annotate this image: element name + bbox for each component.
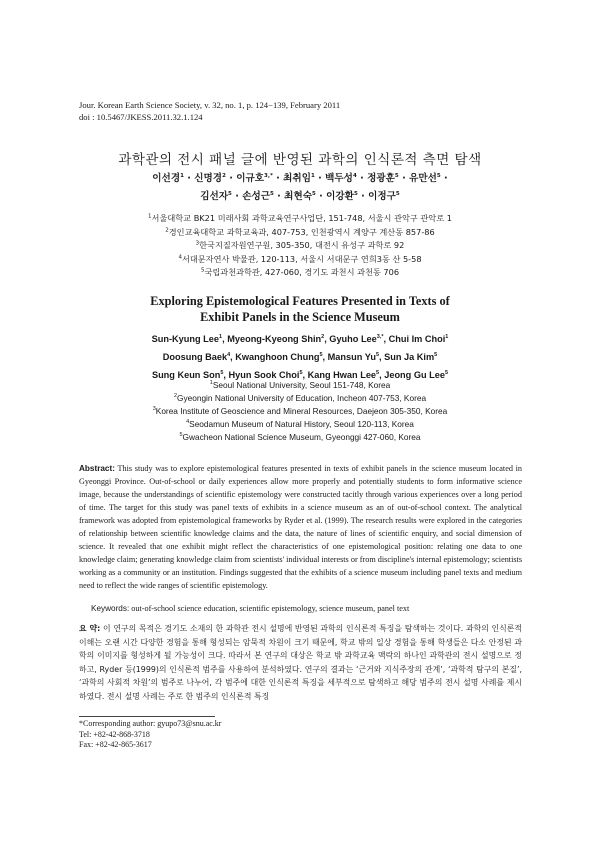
- author-name: 신명경: [194, 173, 223, 184]
- affil-marker: 5: [200, 267, 205, 274]
- affiliation-line: [0, 226, 600, 240]
- author-affil-marker: 5: [220, 369, 224, 376]
- journal-doi: doi : 10.5467/JKESS.2011.32.1.124: [79, 112, 203, 122]
- author-name: Doosung Baek: [162, 352, 228, 362]
- author-name: Sun-Kyung Lee: [151, 334, 220, 344]
- author-affil-marker: 5: [375, 351, 380, 358]
- corresponding-author: *Corresponding author: gyupo73@snu.ac.kr: [79, 719, 222, 728]
- affil-text: 경인교육대학교 과학교육과, 407-753, 인천광역시 계양구 계산동 857-86: [168, 226, 435, 237]
- author-name: Jeong Gu Lee: [384, 370, 445, 380]
- affiliation-line: [0, 266, 600, 280]
- author-affil-marker: 3,*: [376, 333, 384, 340]
- author-name: Chui Im Choi: [388, 334, 446, 344]
- author-affil-marker: 5: [228, 190, 232, 197]
- affil-marker: 2: [165, 226, 169, 233]
- author-affil-marker: 1: [219, 333, 223, 340]
- affiliation-line: [0, 418, 600, 431]
- affiliation-line: [0, 392, 600, 405]
- author-affil-marker: 1: [180, 172, 184, 179]
- author-affil-marker: 5: [395, 190, 400, 197]
- author-affil-marker: 2: [321, 333, 325, 340]
- journal-citation: Jour. Korean Earth Science Society, v. 32, no. 1, p. 124−139, February 2011: [79, 100, 341, 110]
- affil-text: Seodamun Museum of Natural History, Seoul 120-113, Korea: [189, 419, 414, 429]
- author-separator: ,: [230, 352, 236, 362]
- author-name: 최취임: [283, 173, 311, 184]
- korean-abstract-label: 요 약:: [79, 624, 101, 633]
- affil-marker: 4: [178, 253, 182, 260]
- author-separator: ·: [314, 173, 326, 184]
- keywords: [91, 603, 521, 615]
- author-name: Hyun Sook Choi: [228, 370, 300, 380]
- author-separator: ,: [379, 352, 385, 362]
- author-affil-marker: 4: [352, 172, 357, 179]
- affil-marker: 2: [173, 393, 177, 400]
- author-affil-marker: 5: [434, 351, 438, 358]
- author-separator: ,: [222, 334, 228, 344]
- corresponding-fax: Fax: +82-42-865-3617: [79, 740, 152, 749]
- author-separator: ,: [322, 352, 328, 362]
- keywords-label: Keywords:: [91, 604, 130, 613]
- author-separator: ,: [324, 334, 330, 344]
- english-title: [0, 293, 600, 325]
- author-separator: ·: [273, 191, 285, 202]
- affil-marker: 4: [186, 419, 190, 426]
- affil-text: Korea Institute of Geoscience and Mineral Resources, Daejeon 305-350, Korea: [155, 406, 448, 416]
- author-affil-marker: 5: [444, 369, 449, 376]
- author-affil-marker: 5: [311, 190, 316, 197]
- author-name: 손성근: [242, 191, 271, 202]
- affiliation-line: [0, 379, 600, 392]
- author-name: 유만선: [409, 173, 437, 184]
- author-separator: ·: [183, 173, 195, 184]
- affil-marker: 3: [152, 406, 156, 413]
- author-line: [0, 348, 600, 366]
- author-separator: ·: [398, 173, 410, 184]
- author-name: Sung Keun Son: [151, 370, 221, 380]
- author-line: [0, 330, 600, 348]
- affiliation-line: [0, 239, 600, 253]
- author-name: Kwanghoon Chung: [235, 352, 320, 362]
- author-affil-marker: 5: [270, 190, 274, 197]
- author-affil-marker: 5: [319, 351, 323, 358]
- correspondence: [79, 719, 221, 751]
- korean-authors: [0, 170, 600, 206]
- abstract-label: Abstract:: [79, 464, 115, 473]
- author-name: 백두성: [325, 173, 353, 184]
- affil-marker: 1: [148, 213, 152, 220]
- korean-authors-line-2: [0, 188, 600, 206]
- abstract: [79, 462, 522, 592]
- author-separator: ·: [440, 173, 448, 184]
- abstract-text: This study was to explore epistemological features presented in texts of exhibit panels in the science museum located in Gyeonggi Province. Out-of-school or daily experiences allow more properly and potentially students to form informative science image, because the understandings of scientific epistemology were constructed tacitly through various experiences over a long period of time. The target for this study was panel texts of exhibits in a science museum as an of out-of-school context. The analytical framework was adopted from epistemological frameworks by Ryder et al. (1999). The research results were explored in the categories of relationship between scientific knowledge claims and the data, the nature of lines of scientific enquiry, and social dimension of science. It revealed that one exhibit might reflect the characteristics of one epistemological position: relating one data to one knowledge claim; generating knowledge claim from scientists' individual interests or from discipline's internal epistemology; scientists working as a community or an institution. Findings suggested that the exhibits of a science museum including panel texts and medium need to reflect the wide ranges of scientific epistemology.: [79, 464, 523, 590]
- author-affil-marker: 5: [299, 369, 303, 376]
- affil-text: 서울대학교 BK21 미래사회 과학교육연구사업단, 151-748, 서울시 관악구 관악로 1: [151, 213, 452, 223]
- author-affil-marker: 5: [353, 190, 358, 197]
- author-separator: ,: [379, 370, 385, 380]
- korean-title: 과학관의 전시 패널 글에 반영된 과학의 인식론적 측면 탐색: [118, 152, 482, 168]
- author-name: Sun Ja Kim: [384, 352, 435, 362]
- author-name: Kang Hwan Lee: [307, 370, 377, 380]
- affil-text: Gwacheon National Science Museum, Gyeonggi 427-060, Korea: [182, 432, 421, 442]
- author-separator: ·: [357, 191, 369, 202]
- author-affil-marker: 3,*: [264, 172, 273, 179]
- english-affiliations: [0, 379, 600, 444]
- author-name: 최현숙: [284, 191, 312, 202]
- affil-text: 서대문자연사 박물관, 120-113, 서울시 서대문구 연희3동 산 5-58: [181, 253, 422, 264]
- author-separator: ,: [223, 370, 229, 380]
- author-name: 정광훈: [367, 173, 395, 184]
- author-separator: ,: [302, 370, 308, 380]
- affiliation-line: [0, 212, 600, 226]
- affil-text: Seoul National University, Seoul 151-748, Korea: [212, 380, 391, 390]
- author-separator: ·: [272, 173, 284, 184]
- author-separator: ·: [225, 173, 237, 184]
- affil-text: 한국지질자원연구원, 305-350, 대전시 유성구 과학로 92: [199, 240, 405, 250]
- affil-text: Gyeongin National University of Education, Incheon 407-753, Korea: [177, 393, 427, 403]
- author-name: Myeong-Kyeong Shin: [227, 334, 322, 344]
- footnote-divider: [79, 716, 215, 717]
- affil-marker: 1: [209, 380, 213, 387]
- affil-text: 국립과천과학관, 427-060, 경기도 과천시 과천동 706: [204, 267, 400, 277]
- english-title-line-1: Exploring Epistemological Features Presented in Texts of: [150, 294, 450, 308]
- author-name: Gyuho Lee: [329, 334, 377, 344]
- journal-header: [79, 99, 340, 123]
- author-separator: ,: [383, 334, 389, 344]
- author-name: 이선경: [152, 173, 181, 184]
- affiliation-line: [0, 405, 600, 418]
- affil-marker: 5: [179, 432, 183, 439]
- korean-abstract-text: 이 연구의 목적은 경기도 소재의 한 과학관 전시 설명에 반영된 과학의 인식론적 특징을 탐색하는 것이다. 과학의 인식론적 이해는 오랜 시간 다양한 경험을 통해 형성되는 암묵적 차원이 크기 때문에, 학교 밖의 일상 경험을 통해 학생들은 다소 안정된 과학의 이미지를 형성하게 될 가능성이 크다. 따라서 본 연구의 대상은 학교 밖 과학교육 맥락의 하나인 과학관의 전시 설명으로 정하고, Ryder 등(1999)의 인식론적 범주를 사용하여 분석하였다. 연구의 결과는 ‘근거와 지식주장의 관계’, ‘과학적 탐구의 본질’, ‘과학의 사회적 차원’의 범주로 나누어, 각 범주에 대한 인식론적 특징을 세부적으로 탐색하고 해당 범주의 전시 설명 사례를 제시하였다. 전시 설명 사례는 주로 한 범주의 인식론적 특징: [79, 624, 522, 701]
- keywords-text: out-of-school science education, scientific epistemology, science museum, panel text: [131, 604, 410, 613]
- korean-affiliations: [0, 212, 600, 280]
- affil-marker: 3: [195, 240, 200, 247]
- corresponding-tel: Tel: +82-42-868-3718: [79, 729, 150, 739]
- author-affil-marker: 4: [227, 351, 231, 358]
- author-affil-marker: 1: [445, 333, 449, 340]
- author-affil-marker: 5: [376, 369, 380, 376]
- author-name: 이강환: [326, 191, 354, 202]
- korean-authors-line-1: [0, 170, 600, 188]
- korean-abstract: [79, 622, 522, 704]
- author-separator: ·: [231, 191, 243, 202]
- affiliation-line: [0, 431, 600, 444]
- english-title-line-2: Exhibit Panels in the Science Museum: [200, 310, 400, 324]
- author-affil-marker: 5: [394, 172, 399, 179]
- author-separator: ·: [315, 191, 327, 202]
- author-name: 이정구: [368, 191, 396, 202]
- author-name: 이규호: [236, 173, 265, 184]
- author-affil-marker: 1: [310, 172, 315, 179]
- author-name: 김선자: [200, 191, 229, 202]
- author-separator: ·: [356, 173, 368, 184]
- author-affil-marker: 5: [436, 172, 441, 179]
- author-affil-marker: 2: [222, 172, 226, 179]
- affiliation-line: [0, 253, 600, 267]
- author-name: Mansun Yu: [327, 352, 376, 362]
